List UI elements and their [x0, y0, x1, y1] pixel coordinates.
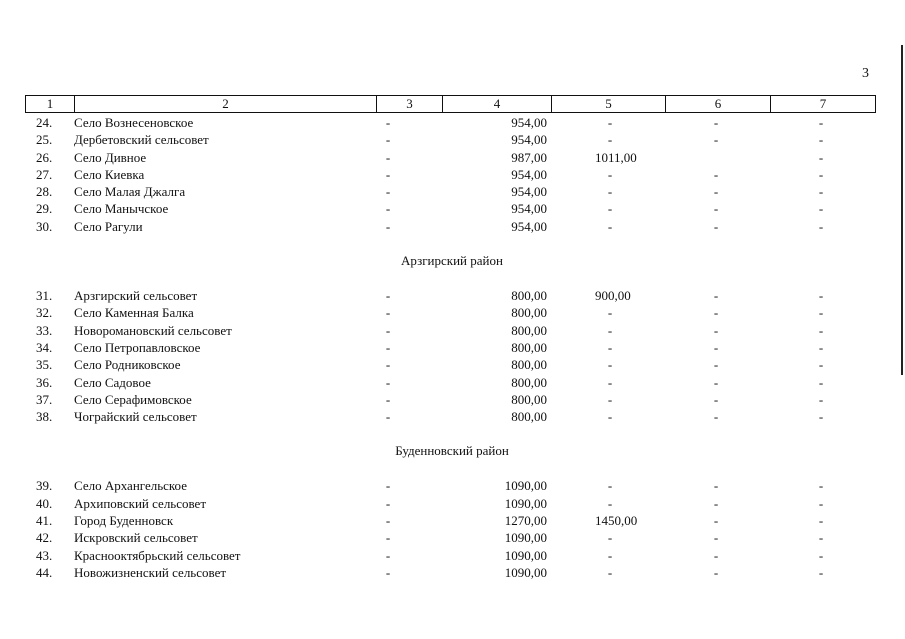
table-row: [25, 356, 875, 373]
table-row: [25, 218, 875, 235]
table-row: [25, 408, 875, 425]
column-6-value: -: [713, 288, 719, 304]
row-number: 33.: [36, 322, 53, 338]
column-3-value: -: [385, 218, 391, 234]
column-header-4: 4: [443, 96, 552, 113]
column-5-value: 900,00: [595, 288, 631, 304]
settlement-name: Село Архангельское: [74, 478, 187, 494]
column-4-value: 954,00: [511, 218, 547, 234]
column-5-value: -: [607, 322, 613, 338]
column-3-value: -: [385, 409, 391, 425]
column-7-value: -: [818, 132, 824, 148]
column-7-value: -: [818, 478, 824, 494]
column-4-value: 800,00: [511, 288, 547, 304]
table-row: [25, 564, 875, 581]
column-header-6: 6: [666, 96, 771, 113]
column-7-value: -: [818, 149, 824, 165]
column-4-value: 800,00: [511, 374, 547, 390]
column-5-value: -: [607, 547, 613, 563]
row-number: 44.: [36, 564, 53, 580]
column-7-value: -: [818, 288, 824, 304]
column-5-value: -: [607, 339, 613, 355]
table-row: [25, 529, 875, 546]
table-row: [25, 304, 875, 321]
column-3-value: -: [385, 184, 391, 200]
row-number: 38.: [36, 409, 53, 425]
column-6-value: -: [713, 184, 719, 200]
column-5-value: -: [607, 184, 613, 200]
column-4-value: 800,00: [511, 339, 547, 355]
column-5-value: 1011,00: [595, 149, 637, 165]
column-6-value: -: [713, 305, 719, 321]
district-heading: Буденновский район: [395, 443, 509, 459]
row-number: 26.: [36, 149, 53, 165]
district-heading: Арзгирский район: [401, 253, 503, 269]
column-3-value: -: [385, 201, 391, 217]
settlement-name: Город Буденновск: [74, 513, 174, 529]
column-4-value: 1090,00: [504, 547, 547, 563]
column-4-value: 954,00: [511, 184, 547, 200]
row-number: 25.: [36, 132, 53, 148]
column-6-value: -: [713, 322, 719, 338]
table-row: [25, 477, 875, 494]
table-row: [25, 374, 875, 391]
table-row: [25, 287, 875, 304]
settlement-name: Село Киевка: [74, 166, 145, 182]
row-number: 41.: [36, 513, 53, 529]
row-number: 28.: [36, 184, 53, 200]
table-row: [25, 114, 875, 131]
column-6-value: -: [713, 132, 719, 148]
settlement-name: Дербетовский сельсовет: [74, 132, 209, 148]
row-number: 40.: [36, 495, 53, 511]
column-6-value: -: [713, 547, 719, 563]
column-6-value: -: [713, 513, 719, 529]
settlement-name: Архиповский сельсовет: [74, 495, 207, 511]
column-5-value: -: [607, 305, 613, 321]
column-5-value: -: [607, 115, 613, 130]
column-6-value: -: [713, 218, 719, 234]
column-6-value: -: [713, 530, 719, 546]
column-6-value: -: [713, 391, 719, 407]
column-3-value: -: [385, 288, 391, 304]
column-3-value: -: [385, 478, 391, 494]
row-number: 37.: [36, 391, 53, 407]
column-6-value: -: [713, 339, 719, 355]
table-row: [25, 200, 875, 217]
column-7-value: -: [818, 166, 824, 182]
column-7-value: -: [818, 305, 824, 321]
row-number: 27.: [36, 166, 53, 182]
column-5-value: 1450,00: [595, 513, 638, 529]
column-6-value: -: [713, 564, 719, 580]
column-5-value: -: [607, 409, 613, 425]
column-6-value: -: [713, 478, 719, 494]
row-number: 42.: [36, 530, 53, 546]
settlement-name: Новожизненский сельсовет: [74, 564, 227, 580]
column-4-value: 1090,00: [504, 495, 547, 511]
column-3-value: -: [385, 305, 391, 321]
column-6-value: -: [713, 409, 719, 425]
column-3-value: -: [385, 513, 391, 529]
column-7-value: -: [818, 115, 824, 130]
column-header-5: 5: [552, 96, 666, 113]
column-5-value: -: [607, 132, 613, 148]
column-header-row: [26, 96, 876, 113]
settlement-name: Чограйский сельсовет: [74, 409, 197, 425]
column-7-value: -: [818, 184, 824, 200]
column-6-value: -: [713, 166, 719, 182]
row-number: 30.: [36, 218, 53, 234]
column-5-value: -: [607, 374, 613, 390]
column-3-value: -: [385, 115, 391, 130]
column-4-value: 954,00: [511, 115, 547, 130]
column-4-value: 987,00: [511, 149, 547, 165]
column-4-value: 800,00: [511, 322, 547, 338]
settlement-name: Село Каменная Балка: [74, 305, 194, 321]
settlement-name: Краснооктябрьский сельсовет: [74, 547, 241, 563]
column-5-value: -: [607, 166, 613, 182]
column-7-value: -: [818, 218, 824, 234]
settlement-name: Новоромановский сельсовет: [74, 322, 232, 338]
column-3-value: -: [385, 339, 391, 355]
settlement-name: Село Рагули: [74, 218, 143, 234]
row-number: 43.: [36, 547, 53, 563]
column-5-value: -: [607, 564, 613, 580]
column-header-table: [25, 95, 876, 113]
table-row: [25, 391, 875, 408]
table-row: [25, 149, 875, 166]
column-header-2: 2: [75, 96, 377, 113]
column-5-value: -: [607, 218, 613, 234]
column-6-value: -: [713, 495, 719, 511]
column-5-value: -: [607, 201, 613, 217]
table-row: [25, 131, 875, 148]
column-header-1: 1: [26, 96, 75, 113]
row-number: 34.: [36, 339, 53, 355]
settlement-name: Село Серафимовское: [74, 391, 192, 407]
row-number: 35.: [36, 357, 53, 373]
column-4-value: 800,00: [511, 391, 547, 407]
row-number: 24.: [36, 115, 53, 130]
column-6-value: -: [713, 201, 719, 217]
settlement-name: Село Манычское: [74, 201, 169, 217]
scan-edge-mark: [901, 45, 903, 375]
column-5-value: -: [607, 478, 613, 494]
column-4-value: 954,00: [511, 132, 547, 148]
settlement-name: Село Малая Джалга: [74, 184, 186, 200]
column-5-value: -: [607, 391, 613, 407]
column-3-value: -: [385, 495, 391, 511]
row-number: 36.: [36, 374, 53, 390]
column-7-value: -: [818, 513, 824, 529]
table-row: [25, 512, 875, 529]
column-4-value: 954,00: [511, 201, 547, 217]
row-number: 29.: [36, 201, 53, 217]
row-number: 39.: [36, 478, 53, 494]
column-6-value: -: [713, 374, 719, 390]
column-3-value: -: [385, 322, 391, 338]
row-number: 31.: [36, 288, 53, 304]
settlement-name: Село Родниковское: [74, 357, 181, 373]
column-3-value: -: [385, 132, 391, 148]
settlement-name: Село Петропавловское: [74, 339, 201, 355]
column-5-value: -: [607, 495, 613, 511]
column-4-value: 1270,00: [504, 513, 547, 529]
column-4-value: 1090,00: [504, 564, 547, 580]
table-row: [25, 183, 875, 200]
table-row: [25, 547, 875, 564]
table-row: [25, 495, 875, 512]
settlement-name: Село Садовое: [74, 374, 151, 390]
column-5-value: -: [607, 357, 613, 373]
column-4-value: 800,00: [511, 409, 547, 425]
column-7-value: -: [818, 495, 824, 511]
column-6-value: -: [713, 357, 719, 373]
column-7-value: -: [818, 530, 824, 546]
column-3-value: -: [385, 374, 391, 390]
column-4-value: 1090,00: [504, 478, 547, 494]
row-number: 32.: [36, 305, 53, 321]
column-3-value: -: [385, 149, 391, 165]
column-3-value: -: [385, 564, 391, 580]
column-7-value: -: [818, 564, 824, 580]
table-body: [25, 114, 875, 581]
column-3-value: -: [385, 391, 391, 407]
column-7-value: -: [818, 339, 824, 355]
table-row: [25, 322, 875, 339]
column-7-value: -: [818, 201, 824, 217]
column-4-value: 1090,00: [504, 530, 547, 546]
column-4-value: 800,00: [511, 357, 547, 373]
settlement-name: Село Вознесеновское: [74, 115, 194, 130]
column-header-3: 3: [377, 96, 443, 113]
column-7-value: -: [818, 357, 824, 373]
column-7-value: -: [818, 409, 824, 425]
settlement-name: Искровский сельсовет: [74, 530, 198, 546]
table-row: [25, 166, 875, 183]
settlement-name: Арзгирский сельсовет: [74, 288, 198, 304]
column-header-7: 7: [771, 96, 876, 113]
column-3-value: -: [385, 166, 391, 182]
column-5-value: -: [607, 530, 613, 546]
column-7-value: -: [818, 391, 824, 407]
column-6-value: -: [713, 115, 719, 130]
page-number: 3: [862, 66, 869, 81]
column-7-value: -: [818, 322, 824, 338]
column-3-value: -: [385, 547, 391, 563]
column-7-value: -: [818, 374, 824, 390]
column-3-value: -: [385, 357, 391, 373]
table-row: [25, 339, 875, 356]
column-3-value: -: [385, 530, 391, 546]
column-7-value: -: [818, 547, 824, 563]
column-4-value: 954,00: [511, 166, 547, 182]
settlement-name: Село Дивное: [74, 149, 147, 165]
column-4-value: 800,00: [511, 305, 547, 321]
